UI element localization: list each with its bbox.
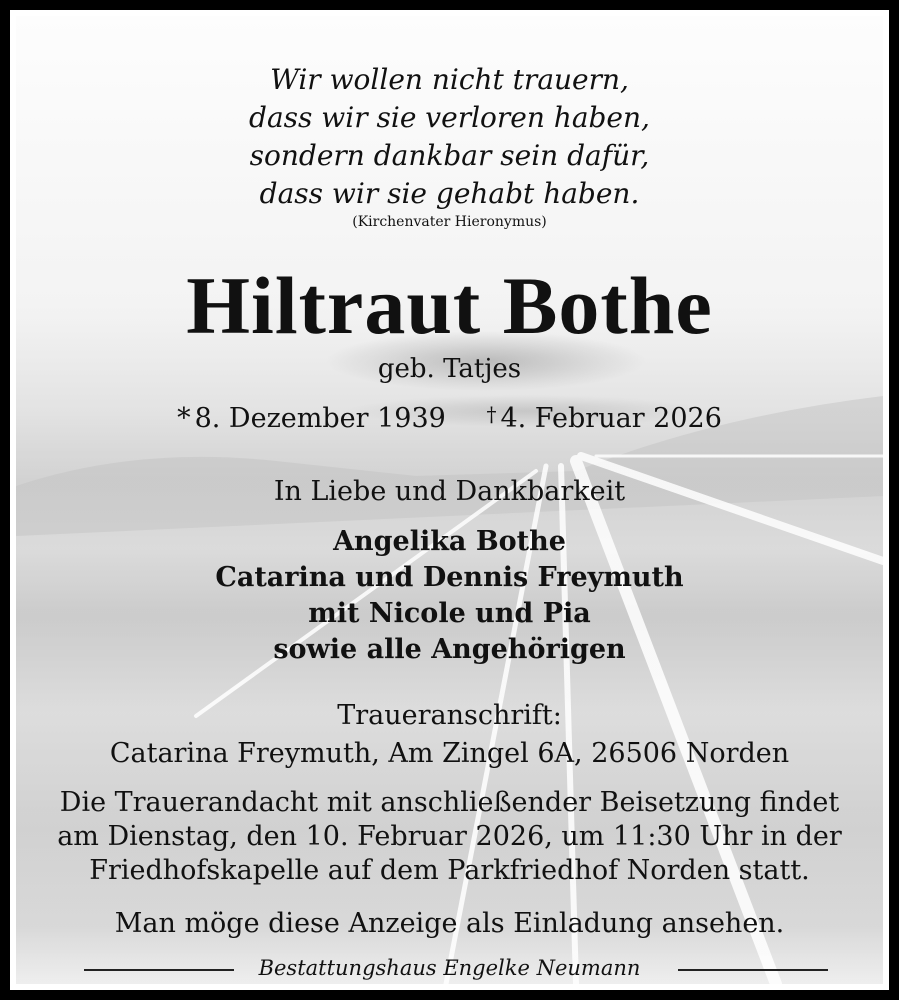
death-date-group xyxy=(486,403,721,434)
service-line: Friedhofskapelle auf dem Parkfriedhof Norden statt. xyxy=(89,855,810,886)
poem-line: dass wir sie verloren haben, xyxy=(249,101,650,134)
mourner-name: sowie alle Angehörigen xyxy=(273,634,626,665)
deceased-name: Hiltraut Bothe xyxy=(186,260,713,351)
memorial-poem xyxy=(16,61,883,213)
birth-date-group xyxy=(177,403,446,434)
poem-line: Wir wollen nicht trauern, xyxy=(270,63,629,96)
poem-source: (Kirchenvater Hieronymus) xyxy=(352,214,547,230)
birth-symbol: * xyxy=(177,403,191,434)
service-line: am Dienstag, den 10. Februar 2026, um 11:30 Uhr in der xyxy=(57,821,842,852)
mourner-name: Angelika Bothe xyxy=(333,526,566,557)
mourners-list xyxy=(16,524,883,668)
invitation-note: Man möge diese Anzeige als Einladung ansehen. xyxy=(114,908,785,939)
mourner-name: Catarina und Dennis Freymuth xyxy=(215,562,684,593)
death-cross-icon: † xyxy=(486,402,497,426)
poem-line: sondern dankbar sein dafür, xyxy=(249,139,650,172)
funeral-home-name: Bestattungshaus Engelke Neumann xyxy=(258,956,641,980)
mourner-name: mit Nicole und Pia xyxy=(308,598,591,629)
birth-name: geb. Tatjes xyxy=(377,354,522,384)
death-date: 4. Februar 2026 xyxy=(500,403,722,434)
funeral-service-info xyxy=(16,786,883,888)
poem-line: dass wir sie gehabt haben. xyxy=(259,177,640,210)
obituary-panel xyxy=(16,16,883,984)
footer xyxy=(16,956,883,982)
footer-rule-right xyxy=(678,969,828,971)
mourning-address: Catarina Freymuth, Am Zingel 6A, 26506 Norden xyxy=(109,738,790,769)
life-dates xyxy=(16,402,883,434)
birth-date: 8. Dezember 1939 xyxy=(194,403,446,434)
mourners-intro: In Liebe und Dankbarkeit xyxy=(273,476,626,507)
mourning-address-label: Traueranschrift: xyxy=(337,700,562,731)
obituary-inner-border xyxy=(10,10,889,990)
service-line: Die Trauerandacht mit anschließender Beisetzung findet xyxy=(59,787,840,818)
